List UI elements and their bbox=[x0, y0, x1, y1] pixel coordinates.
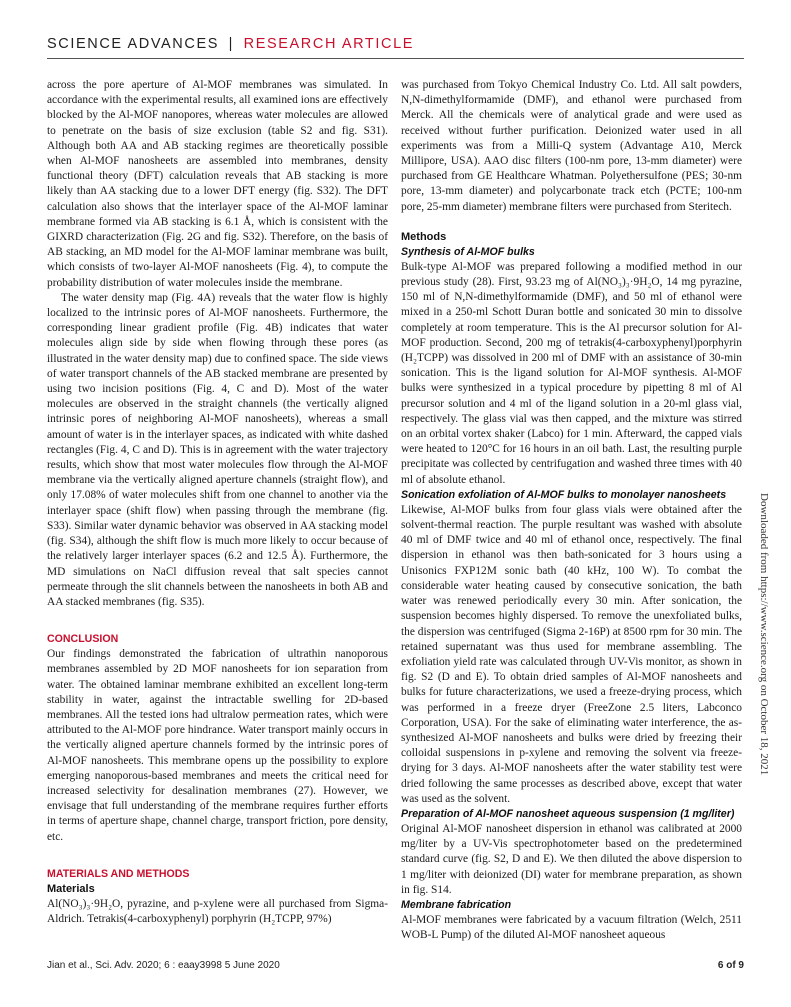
paragraph: Original Al-MOF nanosheet dispersion in ethanol was calibrated at 2000 mg/liter by a UV-Vis spectrophotometer based on the predetermined standard curve (fig. S2, D and E). We then diluted the above dispersion to 1 mg/liter with deionized (DI) water for membrane preparation, as shown in fig. S14. bbox=[401, 822, 742, 896]
subheading-methods: Methods bbox=[401, 230, 447, 243]
subheading-preparation: Preparation of Al-MOF nanosheet aqueous suspension (1 mg/liter) bbox=[401, 807, 735, 820]
paragraph: Our findings demonstrated the fabrication of ultrathin nanoporous membranes assembled by 2D MOF nanosheets for ion separation from water. The obtained laminar membrane exhibited an excellent long-term stability in water, against the intractable swelling for 2D-based membranes. All the tested ions had ultralow permeation rates, which were attributed to the Al-MOF pore hindrance. Water transport mainly occurs in the vertically aligned aperture channels formed by the intrinsic pores of Al-MOF nanosheets. This membrane opens up the possibility to explore emerging nanoporous-based membranes and meets the critical need for increased selectivity for desalination membranes (27). However, we envisage that full understanding of the membrane requires further efforts in terms of aperture shape, channel charge, transport friction, pore density, etc. bbox=[47, 648, 388, 843]
article-section: RESEARCH ARTICLE bbox=[243, 36, 415, 52]
subheading-materials: Materials bbox=[47, 882, 95, 895]
subheading-exfoliation: Sonication exfoliation of Al-MOF bulks to monolayer nanosheets bbox=[401, 488, 727, 501]
subheading-fabrication: Membrane fabrication bbox=[401, 898, 512, 911]
header-rule bbox=[47, 58, 744, 59]
right-column bbox=[401, 78, 742, 943]
header-separator: | bbox=[228, 36, 234, 52]
paragraph: Bulk-type Al-MOF was prepared following a modified method in our previous study (28). First, 93.23 mg of Al(NO₃)₃·9H₂O, 14 mg pyrazine, 150 ml of N,N-dimethylformamide (DMF), and 50 ml of ethanol were mixed in a 250-ml Schott Duran bottle and sonicated 30 min to dissolve completely at room temperature. This is the Al precursor solution for Al-MOF production. Second, 200 mg of tetrakis(4-carboxyphenyl)porphyrin (H₂TCPP) was dissolved in 200 ml of DMF with an assistance of 30-min sonication. This is the ligand solution for Al-MOF synthesis. Al-MOF bulks were synthesized in a typical procedure by pipetting 8 ml of Al precursor solution and 4 ml of the ligand solution in a 20-ml glass vial, respectively. The glass vial was then capped, and the mixture was stirred on an orbital vortex shaker (Labco) for 1 min. Afterward, the capped vials were heated to 120°C for 16 hours in an oil bath. Last, the resulting purple precipitate was collected by centrifugation and washed three times with 40 ml of absolute ethanol. bbox=[401, 260, 742, 486]
spacer bbox=[47, 845, 388, 867]
spacer bbox=[401, 215, 742, 230]
section-heading-materials-methods: MATERIALS AND METHODS bbox=[47, 867, 190, 880]
paragraph: was purchased from Tokyo Chemical Industry Co. Ltd. All salt powders, N,N-dimethylformamide (DMF), and ethanol were purchased from Merck. All the chemicals were of analytical grade and were used as received without further purification. Deionized water used in all experiments was from a Milli-Q system (Advantage A10, Merck Millipore, USA). AAO disc filters (100-nm pore, 13-mm diameter) were purchased from GE Healthcare Whatman. Polyethersulfone (PES; 30-nm pore, 13-mm diameter) and polycarbonate track etch (PCTE; 100-nm pore, 25-mm diameter) membrane filters were purchased from Steritech. bbox=[401, 79, 742, 213]
paragraph: Al-MOF membranes were fabricated by a vacuum filtration (Welch, 2511 WOB-L Pump) of the diluted Al-MOF nanosheet aqueous bbox=[401, 913, 742, 942]
paragraph: across the pore aperture of Al-MOF membranes was simulated. In accordance with the experimental results, all examined ions are effectively blocked by the Al-MOF nanopores, whereas water molecules are allowed to penetrate on the basis of size exclusion (table S2 and fig. S31). Although both AA and AB stacking regimes are theoretically possible when Al-MOF nanosheets are assembled into membranes, density functional theory (DFT) calculation reveals that AB stacking is more likely than AA stacking due to a lower DFT energy (fig. S32). The DFT calculation also shows that the interlayer space of the Al-MOF laminar membrane formed via AB stacking is 6.1 Å, which is consistent with the GIXRD characterization (Fig. 2G and fig. S32). Therefore, on the basis of AB stacking, an MD model for the Al-MOF laminar membrane was built, which consists of two-layer Al-MOF nanosheets (Fig. 4), to compute the probability distribution of water molecules inside the membrane. bbox=[47, 79, 388, 289]
journal-name: SCIENCE ADVANCES bbox=[47, 36, 219, 52]
left-column bbox=[47, 78, 388, 927]
paragraph: Al(NO₃)₃·9H₂O, pyrazine, and p-xylene were all purchased from Sigma-Aldrich. Tetrakis(4-carboxyphenyl) porphyrin (H₂TCPP, 97%) bbox=[47, 897, 388, 925]
paragraph: Likewise, Al-MOF bulks from four glass vials were obtained after the solvent-thermal reaction. The purple resultant was washed with absolute 40 ml of DMF twice and 40 ml of ethanol once, respectively. The final dispersion in ethanol was then bath-sonicated for 3 hours using a Unisonics FXP12M sonic bath (40 kHz, 100 W). To combat the considerable water heating caused by consecutive sonication, the bath water was renewed periodically every 30 min. After sonication, the suspension becomes highly dispersed. To remove the unexfoliated bulks, the dispersion was centrifuged (Sigma 2-16P) at 8500 rpm for 30 min. The retained supernatant was thus used for membrane assembling. The exfoliation yield rate was calculated through UV-Vis monitor, as shown in fig. S2 (D and E). To obtain dried samples of Al-MOF nanosheets and bulks for future characterizations, we used a freeze-drying process, which was performed in a freeze dryer (FreeZone 2.5 liters, Labconco Corporation, USA). For the sake of eliminating water interference, the as-synthesized Al-MOF nanosheets and bulks were dried by freezing their colloidal suspensions in p-xylene and removing the solvent via freeze-drying for 3 days. Al-MOF nanosheets after the water stability test were dried following the same processes as described above, except that water was used as the solvent. bbox=[401, 503, 742, 805]
footer-citation: Jian et al., Sci. Adv. 2020; 6 : eaay3998 5 June 2020 bbox=[47, 960, 280, 971]
journal-header bbox=[47, 36, 747, 52]
spacer bbox=[47, 610, 388, 632]
footer-page-number: 6 of 9 bbox=[717, 960, 744, 971]
section-heading-conclusion: CONCLUSION bbox=[47, 633, 119, 646]
paragraph: The water density map (Fig. 4A) reveals that the water flow is highly localized to the intrinsic pores of Al-MOF nanosheets. Furthermore, the corresponding linear gradient profile (Fig. 4B) indicates that water molecules align side by side when flowing through these pores (as illustrated in the water density map) due to confined space. The side views of water transport channels of the AB stacked membrane are presented by using two incision positions (Fig. 4, C and D). Most of the water molecules are observed in the straight channels (the vertically aligned intrinsic pores of neighboring Al-MOF nanosheets), whereas a small amount of water is in the interlayer spaces, as indicated with white dashed rectangles (Fig. 4, C and D). This is in agreement with the water trajectory results, which show that most water molecules flow through the Al-MOF membrane via the vertically aligned aperture channels (straight flow), and only 17.08% of water molecules shift from one channel to another via the interlayer space (shift flow) when passing through the membrane (fig. S33). Similar water dynamic behavior was observed in AA stacking model (fig. S34), although the shift flow is much more likely to occur because of the relatively larger interlayer spaces (6.2 and 12.5 Å). Furthermore, the MD simulations on NaCl diffusion reveal that salt species cannot permeate through the slit channels between the nanosheets in both AB and AA stacked membranes (fig. S35). bbox=[47, 291, 388, 608]
subheading-synthesis: Synthesis of Al-MOF bulks bbox=[401, 245, 535, 258]
download-note: Downloaded from https://www.science.org on October 18, 2021 bbox=[758, 493, 770, 776]
